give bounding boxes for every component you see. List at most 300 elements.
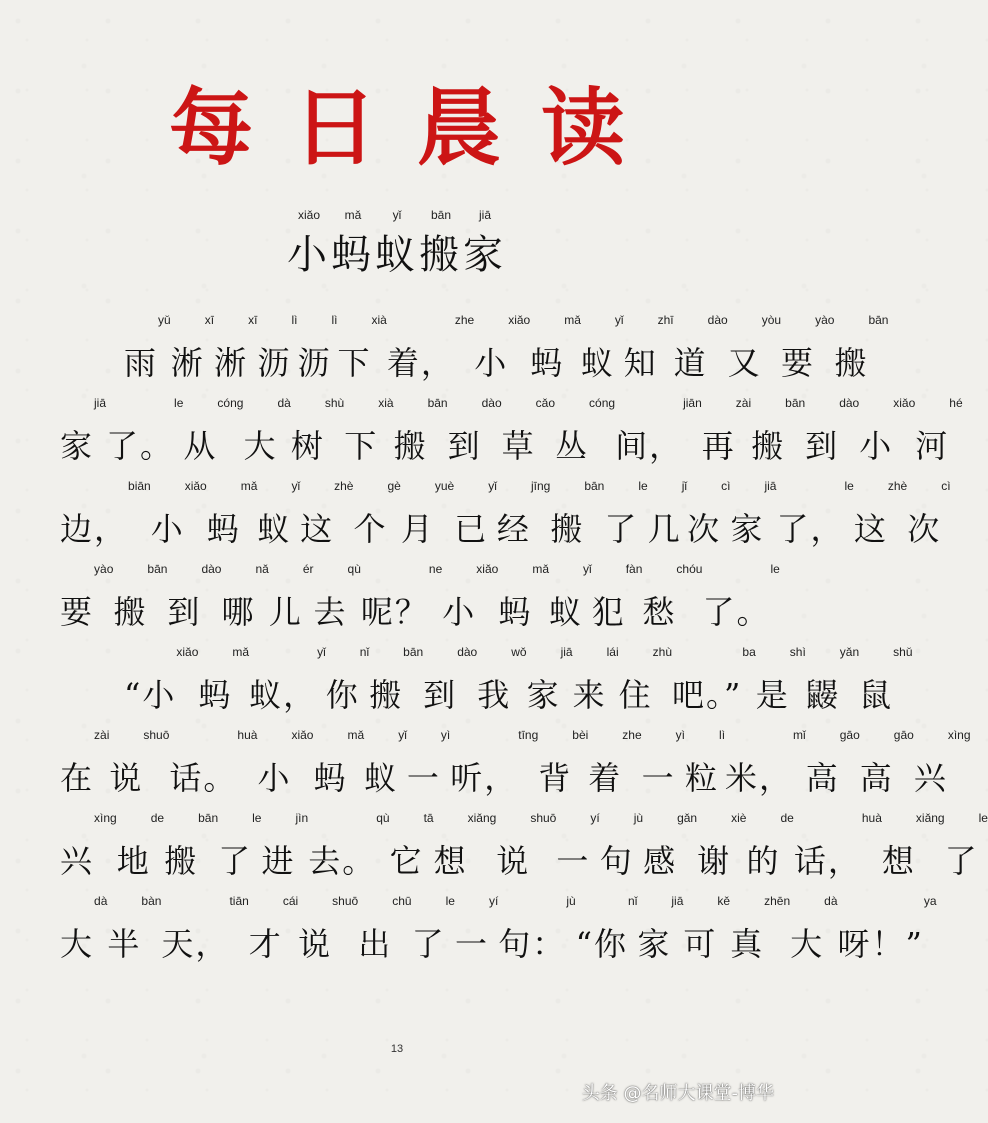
hanzi: 它 xyxy=(389,842,424,880)
hanzi: 次 xyxy=(687,510,722,548)
pinyin: zhè xyxy=(887,479,908,493)
hanzi-with-pinyin xyxy=(860,728,914,808)
hanzi: 感 xyxy=(643,842,678,880)
hanzi: 说 xyxy=(298,925,333,963)
hanzi: 家 xyxy=(463,232,507,278)
hanzi-with-pinyin xyxy=(171,313,214,393)
hanzi: 蚁 xyxy=(549,593,584,631)
hanzi-with-pinyin xyxy=(915,396,962,476)
pinyin: yǐ xyxy=(375,208,419,222)
hanzi: 一 xyxy=(406,759,441,797)
hanzi: 从 xyxy=(183,427,218,465)
pinyin: shù xyxy=(324,396,345,410)
hanzi: 搬 xyxy=(550,510,585,548)
pinyin: huà xyxy=(861,811,882,825)
hanzi: 蚂 xyxy=(313,759,348,797)
hanzi-with-pinyin xyxy=(369,645,423,725)
pinyin: yòu xyxy=(761,313,782,327)
hanzi-with-pinyin xyxy=(106,396,183,476)
pinyin: nǎ xyxy=(255,562,269,576)
poem-line xyxy=(60,476,951,559)
hanzi-with-pinyin xyxy=(314,562,361,642)
hanzi-with-pinyin xyxy=(257,728,313,808)
pinyin: dà xyxy=(94,894,108,908)
pinyin: cǎo xyxy=(535,396,556,410)
pinyin: yuè xyxy=(434,479,455,493)
pinyin: de xyxy=(780,811,794,825)
watermark: 头条 @名师大课堂-博华 xyxy=(581,1083,774,1104)
hanzi: 儿 xyxy=(268,593,303,631)
hanzi: 句 xyxy=(599,842,634,880)
hanzi-with-pinyin xyxy=(474,313,530,393)
hanzi-with-pinyin xyxy=(498,894,575,974)
hanzi-with-pinyin xyxy=(702,562,779,642)
poem-body xyxy=(60,310,988,974)
hanzi-with-pinyin xyxy=(249,645,326,725)
hanzi: 蚂 xyxy=(198,676,233,714)
hanzi-with-pinyin xyxy=(390,811,434,891)
hanzi: 间， xyxy=(615,427,684,465)
hanzi-with-pinyin xyxy=(257,479,300,559)
pinyin: yǎn xyxy=(839,645,860,659)
pinyin: lì xyxy=(291,313,298,327)
hanzi-with-pinyin xyxy=(730,894,790,974)
hanzi-with-pinyin xyxy=(243,396,290,476)
hanzi: 到 xyxy=(167,593,202,631)
hanzi-with-pinyin xyxy=(214,313,257,393)
hanzi: 住 xyxy=(618,676,653,714)
hanzi-with-pinyin xyxy=(907,479,950,559)
pinyin: bān xyxy=(584,479,605,493)
pinyin: ér xyxy=(302,562,314,576)
hanzi-with-pinyin xyxy=(161,894,248,974)
pinyin: yǐ xyxy=(317,645,326,659)
pinyin: bān xyxy=(147,562,168,576)
hanzi: 家 xyxy=(730,510,765,548)
hanzi: 蚁 xyxy=(580,344,615,382)
hanzi-with-pinyin xyxy=(169,728,257,808)
hanzi-with-pinyin xyxy=(124,313,171,393)
hanzi: 鼠 xyxy=(859,676,894,714)
hanzi: 了， xyxy=(776,510,845,548)
hanzi: 进 xyxy=(261,842,296,880)
hanzi-with-pinyin xyxy=(643,811,697,891)
hanzi: 已 xyxy=(454,510,489,548)
hanzi: 搬 xyxy=(164,842,199,880)
pinyin: zhēn xyxy=(764,894,791,908)
pinyin: shǔ xyxy=(893,645,913,659)
pinyin: bèi xyxy=(572,728,589,742)
hanzi: 米， xyxy=(725,759,794,797)
hanzi-with-pinyin xyxy=(454,479,497,559)
hanzi-with-pinyin xyxy=(221,562,268,642)
hanzi: 犯 xyxy=(591,593,626,631)
hanzi: 经 xyxy=(496,510,531,548)
hanzi-with-pinyin xyxy=(497,479,550,559)
hanzi-with-pinyin xyxy=(419,208,463,278)
pinyin: xiǎo xyxy=(291,728,314,742)
hanzi-with-pinyin xyxy=(751,396,805,476)
hanzi-with-pinyin xyxy=(387,313,474,393)
hanzi-with-pinyin xyxy=(167,562,221,642)
hanzi: 搬 xyxy=(393,427,428,465)
hanzi: 家 xyxy=(526,676,561,714)
hanzi: 沥 xyxy=(297,344,332,382)
pinyin: dào xyxy=(707,313,728,327)
hanzi: 蚂 xyxy=(331,232,375,278)
pinyin: kě xyxy=(717,894,731,908)
hanzi-with-pinyin xyxy=(463,208,507,278)
pinyin: chū xyxy=(392,894,412,908)
hanzi-with-pinyin xyxy=(683,894,730,974)
hanzi-with-pinyin xyxy=(685,728,725,808)
hanzi: 知 xyxy=(623,344,658,382)
hanzi: 小 xyxy=(150,510,185,548)
hanzi-with-pinyin xyxy=(945,811,988,891)
hanzi-with-pinyin xyxy=(648,479,687,559)
pinyin: yì xyxy=(440,728,451,742)
hanzi: 去 xyxy=(313,593,348,631)
hanzi: 下 xyxy=(337,344,372,382)
hanzi: 家 xyxy=(60,427,95,465)
pinyin: jiā xyxy=(560,645,573,659)
hanzi-with-pinyin xyxy=(555,396,615,476)
pinyin: ne xyxy=(428,562,443,576)
pinyin: xiǎo xyxy=(476,562,499,576)
hanzi-with-pinyin xyxy=(854,479,907,559)
hanzi: 小 xyxy=(442,593,477,631)
page-number: 13 xyxy=(390,1043,404,1055)
hanzi-with-pinyin xyxy=(600,811,643,891)
hanzi: 搬 xyxy=(113,593,148,631)
pinyin: bān xyxy=(427,396,448,410)
hanzi: 大 xyxy=(60,925,95,963)
hanzi-with-pinyin xyxy=(502,396,555,476)
hanzi: 家 xyxy=(637,925,672,963)
pinyin: jù xyxy=(633,811,644,825)
pinyin: yì xyxy=(675,728,686,742)
hanzi: “小 xyxy=(124,676,177,714)
hanzi: 蚁 xyxy=(364,759,399,797)
hanzi-with-pinyin xyxy=(834,313,888,393)
hanzi: “你 xyxy=(575,925,629,963)
hanzi-with-pinyin xyxy=(838,894,937,974)
hanzi: 下 xyxy=(344,427,379,465)
pinyin: dà xyxy=(277,396,291,410)
hanzi-with-pinyin xyxy=(549,562,592,642)
hanzi: 沥 xyxy=(257,344,292,382)
hanzi: 一 xyxy=(641,759,676,797)
pinyin: ya xyxy=(923,894,937,908)
hanzi: 了 xyxy=(604,510,639,548)
pinyin: nǐ xyxy=(359,645,370,659)
pinyin: nǐ xyxy=(628,894,638,908)
pinyin: cì xyxy=(941,479,951,493)
hanzi: 呢？ xyxy=(360,593,429,631)
pinyin: bān xyxy=(403,645,424,659)
hanzi: 搬 xyxy=(751,427,786,465)
hanzi: 想 xyxy=(881,842,916,880)
hanzi-with-pinyin xyxy=(60,811,117,891)
pinyin: xiǎo xyxy=(893,396,916,410)
hanzi-with-pinyin xyxy=(218,811,261,891)
pinyin: yǐ xyxy=(583,562,592,576)
hanzi: 小 xyxy=(287,232,331,278)
pinyin: le xyxy=(770,562,780,576)
pinyin: bān xyxy=(785,396,806,410)
hanzi-with-pinyin xyxy=(581,313,624,393)
pinyin: yào xyxy=(815,313,835,327)
pinyin: xiǎo xyxy=(287,208,331,222)
hanzi-with-pinyin xyxy=(337,313,386,393)
hanzi-with-pinyin xyxy=(914,728,971,808)
hanzi: 蚁 xyxy=(257,510,292,548)
hanzi: 了 xyxy=(411,925,446,963)
pinyin: gè xyxy=(387,479,401,493)
hanzi-with-pinyin xyxy=(790,894,837,974)
hanzi: 哪 xyxy=(221,593,256,631)
hanzi: 丛 xyxy=(555,427,590,465)
hanzi: 出 xyxy=(358,925,393,963)
poem-line xyxy=(60,808,988,891)
hanzi-with-pinyin xyxy=(326,645,369,725)
pinyin: le xyxy=(844,479,854,493)
hanzi: 鼹 xyxy=(805,676,840,714)
hanzi-with-pinyin xyxy=(702,396,751,476)
pinyin: xiǎo xyxy=(508,313,531,327)
hanzi: 才 xyxy=(248,925,283,963)
poem-line xyxy=(60,725,971,808)
hanzi-with-pinyin xyxy=(257,313,297,393)
pinyin: gāo xyxy=(893,728,914,742)
hanzi: 次 xyxy=(907,510,942,548)
hanzi-with-pinyin xyxy=(261,811,308,891)
hanzi: 小 xyxy=(474,344,509,382)
hanzi: 又 xyxy=(727,344,762,382)
pinyin: cì xyxy=(721,479,731,493)
hanzi: 淅 xyxy=(214,344,249,382)
hanzi: 道 xyxy=(673,344,708,382)
hanzi: 着， xyxy=(386,344,455,382)
hanzi: 呀！” xyxy=(837,925,924,963)
hanzi: 愁 xyxy=(642,593,677,631)
pinyin: zài xyxy=(735,396,752,410)
pinyin: shuō xyxy=(530,811,557,825)
hanzi-with-pinyin xyxy=(291,396,344,476)
hanzi: 一 xyxy=(556,842,591,880)
hanzi-with-pinyin xyxy=(576,894,638,974)
hanzi-with-pinyin xyxy=(442,562,498,642)
hanzi-with-pinyin xyxy=(859,645,912,725)
hanzi: 你 xyxy=(325,676,360,714)
hanzi-with-pinyin xyxy=(412,894,455,974)
hanzi-with-pinyin xyxy=(592,562,643,642)
poem-line xyxy=(60,393,963,476)
pinyin: jiā xyxy=(764,479,777,493)
hanzi: 可 xyxy=(683,925,718,963)
hanzi: 粒 xyxy=(685,759,720,797)
pinyin: wǒ xyxy=(511,645,527,659)
hanzi-with-pinyin xyxy=(434,811,497,891)
hanzi-with-pinyin xyxy=(109,728,169,808)
hanzi-with-pinyin xyxy=(674,313,728,393)
hanzi-with-pinyin xyxy=(423,645,477,725)
pinyin: xiè xyxy=(731,811,747,825)
hanzi-with-pinyin xyxy=(642,728,685,808)
hanzi: 真 xyxy=(730,925,765,963)
hanzi: 搬 xyxy=(419,232,463,278)
pinyin: fàn xyxy=(625,562,643,576)
pinyin: yǐ xyxy=(291,479,301,493)
pinyin: shì xyxy=(789,645,806,659)
pinyin: jiā xyxy=(463,208,507,222)
pinyin: biān xyxy=(128,479,151,493)
pinyin: yí xyxy=(488,894,499,908)
hanzi: 蚂 xyxy=(498,593,533,631)
hanzi: 兴 xyxy=(913,759,948,797)
hanzi-with-pinyin xyxy=(527,645,573,725)
pinyin: xiǎng xyxy=(467,811,497,825)
pinyin: gǎn xyxy=(677,811,698,825)
pinyin: dà xyxy=(824,894,838,908)
hanzi: 小 xyxy=(257,759,292,797)
hanzi-with-pinyin xyxy=(60,562,113,642)
pinyin: yǐ xyxy=(398,728,407,742)
hanzi: 要 xyxy=(781,344,816,382)
hanzi-with-pinyin xyxy=(498,562,549,642)
hanzi-with-pinyin xyxy=(364,728,407,808)
pinyin: le xyxy=(252,811,262,825)
pinyin: xī xyxy=(204,313,215,327)
pinyin: qù xyxy=(376,811,390,825)
hanzi-with-pinyin xyxy=(530,313,581,393)
hanzi: 来 xyxy=(572,676,607,714)
pinyin: dào xyxy=(481,396,502,410)
hanzi-with-pinyin xyxy=(550,479,604,559)
hanzi: 了 xyxy=(944,842,979,880)
hanzi: 到 xyxy=(805,427,840,465)
hanzi: 再 xyxy=(701,427,736,465)
hanzi-with-pinyin xyxy=(776,479,853,559)
hanzi-with-pinyin xyxy=(249,894,298,974)
hanzi: 到 xyxy=(423,676,458,714)
hanzi: 雨 xyxy=(124,344,159,382)
poem-line xyxy=(60,559,780,642)
hanzi-with-pinyin xyxy=(781,313,834,393)
hanzi-with-pinyin xyxy=(107,894,161,974)
hanzi-with-pinyin xyxy=(300,479,353,559)
hanzi-with-pinyin xyxy=(477,645,526,725)
hanzi: 高 xyxy=(805,759,840,797)
hanzi-with-pinyin xyxy=(344,396,393,476)
pinyin: xiǎo xyxy=(176,645,199,659)
banner-title: 每日晨读 xyxy=(168,79,665,177)
hanzi-with-pinyin xyxy=(375,208,419,278)
hanzi-with-pinyin xyxy=(882,811,945,891)
hanzi-with-pinyin xyxy=(361,562,442,642)
hanzi: 背 xyxy=(538,759,573,797)
hanzi: 大 xyxy=(243,427,278,465)
hanzi-with-pinyin xyxy=(624,313,674,393)
hanzi: 淅 xyxy=(170,344,205,382)
hanzi-with-pinyin xyxy=(407,728,450,808)
pinyin: tiān xyxy=(229,894,249,908)
hanzi-with-pinyin xyxy=(297,313,337,393)
hanzi-with-pinyin xyxy=(619,645,672,725)
hanzi-with-pinyin xyxy=(756,645,806,725)
pinyin: jiā xyxy=(671,894,684,908)
hanzi-with-pinyin xyxy=(198,645,249,725)
pinyin: xià xyxy=(371,313,387,327)
poem-title-line xyxy=(0,208,794,280)
pinyin: zài xyxy=(94,728,110,742)
hanzi-with-pinyin xyxy=(60,396,106,476)
pinyin: dào xyxy=(201,562,222,576)
hanzi: 想 xyxy=(433,842,468,880)
hanzi: 句： xyxy=(498,925,567,963)
hanzi: 话， xyxy=(793,842,862,880)
hanzi: 边， xyxy=(60,510,129,548)
pinyin: xìng xyxy=(94,811,117,825)
hanzi: 大 xyxy=(790,925,825,963)
hanzi: 我 xyxy=(477,676,512,714)
hanzi-with-pinyin xyxy=(805,396,859,476)
pinyin: mǎ xyxy=(240,479,258,493)
hanzi: 着 xyxy=(588,759,623,797)
pinyin: cái xyxy=(282,894,299,908)
pinyin: le xyxy=(174,396,184,410)
pinyin: yǔ xyxy=(158,313,171,327)
hanzi-with-pinyin xyxy=(448,396,502,476)
hanzi: 的 xyxy=(746,842,781,880)
pinyin: ba xyxy=(742,645,756,659)
hanzi: 搬 xyxy=(834,344,869,382)
pinyin: mǎ xyxy=(564,313,581,327)
hanzi: 谢 xyxy=(697,842,732,880)
hanzi-with-pinyin xyxy=(637,894,683,974)
pinyin: qù xyxy=(347,562,361,576)
hanzi: 地 xyxy=(116,842,151,880)
pinyin: jǐ xyxy=(681,479,688,493)
pinyin: jiā xyxy=(94,396,107,410)
hanzi: 月 xyxy=(400,510,435,548)
hanzi-with-pinyin xyxy=(308,811,389,891)
poem-title xyxy=(0,208,794,280)
hanzi-with-pinyin xyxy=(353,479,400,559)
hanzi-with-pinyin xyxy=(298,894,358,974)
hanzi: 听， xyxy=(450,759,519,797)
pinyin: yào xyxy=(94,562,114,576)
pinyin: bàn xyxy=(141,894,162,908)
hanzi-with-pinyin xyxy=(728,313,781,393)
pinyin: mǎ xyxy=(347,728,365,742)
hanzi-with-pinyin xyxy=(450,728,538,808)
pinyin: mǎ xyxy=(331,208,375,222)
pinyin: shuō xyxy=(143,728,170,742)
hanzi-with-pinyin xyxy=(604,479,647,559)
hanzi: 几 xyxy=(647,510,682,548)
pinyin: xià xyxy=(378,396,394,410)
hanzi: 吧。” xyxy=(672,676,743,714)
pinyin: hé xyxy=(949,396,963,410)
pinyin: le xyxy=(978,811,988,825)
hanzi: 说 xyxy=(496,842,531,880)
hanzi-with-pinyin xyxy=(642,562,702,642)
hanzi: 树 xyxy=(290,427,325,465)
pinyin: mǎ xyxy=(232,645,250,659)
pinyin: yí xyxy=(590,811,600,825)
pinyin: huà xyxy=(237,728,258,742)
